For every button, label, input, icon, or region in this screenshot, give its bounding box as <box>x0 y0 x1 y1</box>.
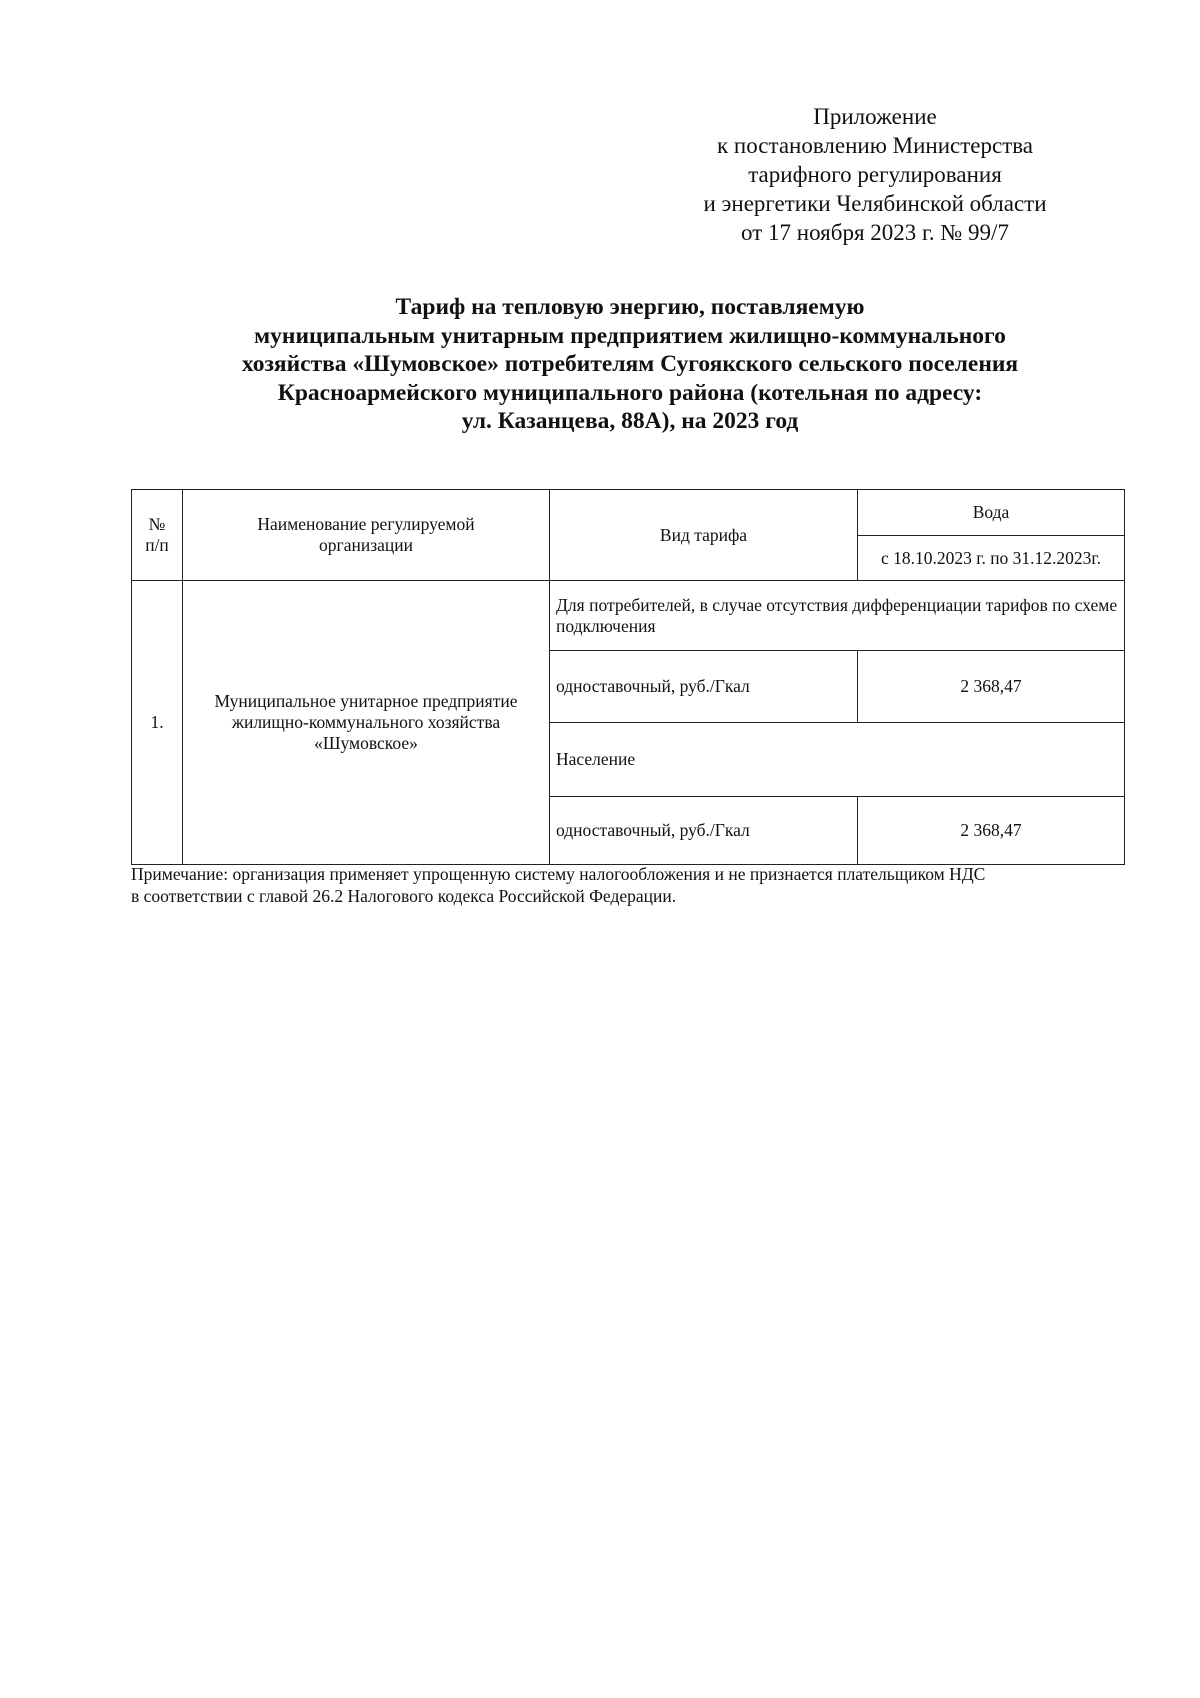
header-medium: Вода <box>858 490 1125 536</box>
appendix-line: и энергетики Челябинской области <box>703 191 1047 216</box>
title-line: ул. Казанцева, 88А), на 2023 год <box>461 408 799 434</box>
consumer-group-label: Население <box>550 723 1125 797</box>
appendix-line: Приложение <box>813 104 937 129</box>
title-line: Красноармейского муниципального района (котельная по адресу: <box>277 379 983 406</box>
footnote-line: Примечание: организация применяет упрощенную систему налогообложения и не признается плательщиком НДС <box>131 864 986 884</box>
tariff-table <box>131 489 1125 865</box>
table-header-row <box>132 490 1125 536</box>
header-number-cell <box>132 490 183 581</box>
appendix-block <box>660 102 1090 247</box>
tariff-value-cell: 2 368,47 <box>858 797 1125 865</box>
header-tariff-type: Вид тарифа <box>550 490 858 581</box>
footnote-line: в соответствии с главой 26.2 Налогового кодекса Российской Федерации. <box>131 886 677 906</box>
tariff-type-cell: одноставочный, руб./Гкал <box>550 797 858 865</box>
document-title <box>120 293 1140 436</box>
header-number-sign: № <box>148 514 166 534</box>
appendix-line: к постановлению Министерства <box>716 133 1034 158</box>
title-line: Тариф на тепловую энергию, поставляемую <box>395 294 865 320</box>
footnote <box>131 863 1131 907</box>
row-org-name: Муниципальное унитарное предприятие жилищно-коммунального хозяйства «Шумовское» <box>183 581 550 865</box>
table-row <box>132 581 1125 651</box>
title-line: хозяйства «Шумовское» потребителям Сугоякского сельского поселения <box>241 351 1019 377</box>
tariff-value-cell: 2 368,47 <box>858 651 1125 723</box>
consumer-group-label: Для потребителей, в случае отсутствия дифференциации тарифов по схеме подключения <box>550 581 1125 651</box>
row-number: 1. <box>132 581 183 865</box>
appendix-line: от 17 ноября 2023 г. № 99/7 <box>741 220 1009 245</box>
header-org-name: Наименование регулируемой организации <box>183 490 550 581</box>
tariff-type-cell: одноставочный, руб./Гкал <box>550 651 858 723</box>
header-period: с 18.10.2023 г. по 31.12.2023г. <box>858 536 1125 581</box>
header-number-abbr: п/п <box>145 535 169 555</box>
appendix-line: тарифного регулирования <box>748 162 1002 187</box>
title-line: муниципальным унитарным предприятием жилищно-коммунального <box>254 322 1006 349</box>
